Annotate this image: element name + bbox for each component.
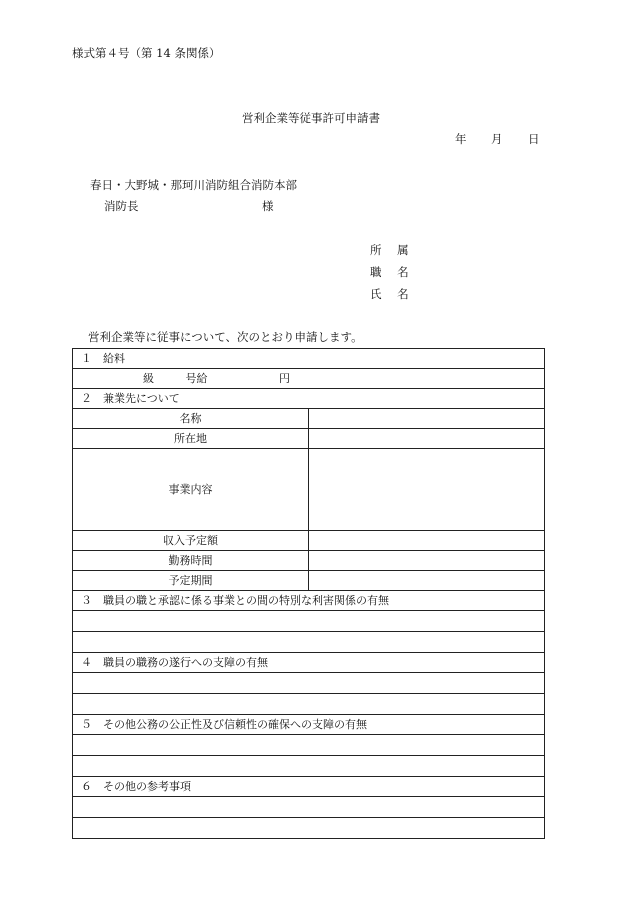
date-month-label: 月 [491, 132, 503, 146]
section-5-line-1[interactable] [73, 735, 545, 756]
date-year-label: 年 [455, 132, 467, 146]
addressee-position: 消防長 [104, 199, 139, 213]
date-day-label: 日 [528, 132, 540, 146]
form-number: 様式第４号（第 14 条関係） [72, 46, 221, 60]
section-5-heading: ５ その他公務の公正性及び信頼性の確保への支障の有無 [73, 715, 545, 735]
business-content-field[interactable] [309, 449, 545, 531]
section-3-heading: ３ 職員の職と承認に係る事業との間の特別な利害関係の有無 [73, 591, 545, 611]
salary-row[interactable] [73, 369, 545, 389]
section-4-line-1[interactable] [73, 673, 545, 694]
expected-income-field[interactable] [309, 531, 545, 551]
section-4-line-2[interactable] [73, 694, 545, 715]
employer-address-field[interactable] [309, 429, 545, 449]
planned-period-label: 予定期間 [73, 571, 309, 591]
salary-grade-label: 級 [143, 372, 154, 385]
salary-yen-label: 円 [279, 372, 290, 385]
working-hours-label: 勤務時間 [73, 551, 309, 571]
section-5-line-2[interactable] [73, 756, 545, 777]
affiliation-label: 所 属 [370, 243, 415, 257]
section-1-heading: １ 給料 [73, 349, 545, 369]
section-6-line-1[interactable] [73, 797, 545, 818]
name-label: 氏 名 [370, 287, 415, 301]
addressee-organization: 春日・大野城・那珂川消防組合消防本部 [90, 178, 297, 192]
section-6-heading: ６ その他の参考事項 [73, 777, 545, 797]
section-2-heading: ２ 兼業先について [73, 389, 545, 409]
business-content-label: 事業内容 [73, 449, 309, 531]
section-4-heading: ４ 職員の職務の遂行への支障の有無 [73, 653, 545, 673]
employer-address-label: 所在地 [73, 429, 309, 449]
section-3-line-1[interactable] [73, 611, 545, 632]
working-hours-field[interactable] [309, 551, 545, 571]
employer-name-label: 名称 [73, 409, 309, 429]
salary-step-label: 号給 [185, 372, 208, 385]
intro-text: 営利企業等に従事について、次のとおり申請します。 [88, 330, 363, 344]
form-title: 営利企業等従事許可申請書 [242, 111, 380, 125]
expected-income-label: 収入予定額 [73, 531, 309, 551]
planned-period-field[interactable] [309, 571, 545, 591]
employer-name-field[interactable] [309, 409, 545, 429]
section-3-line-2[interactable] [73, 632, 545, 653]
application-table [72, 348, 545, 839]
job-title-label: 職 名 [370, 265, 415, 279]
addressee-honorific: 様 [262, 199, 274, 213]
section-6-line-2[interactable] [73, 818, 545, 839]
